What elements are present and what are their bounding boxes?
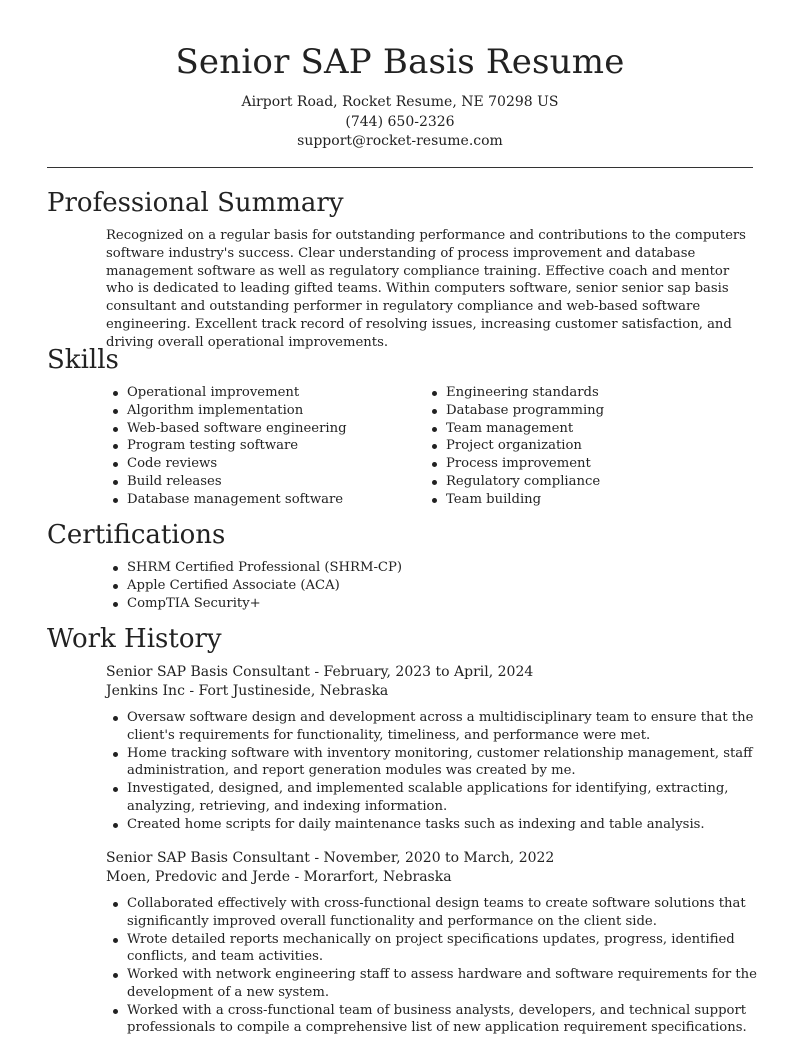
job-bullet: Wrote detailed reports mechanically on project specifications updates, progress, identified conflicts, and team activities. — [106, 931, 758, 967]
skills-list-right — [425, 384, 735, 508]
job-bullet: Oversaw software design and development across a multidisciplinary team to ensure that the client's requirements for functionality, timeliness, and performance were met. — [106, 709, 758, 745]
skill-item: Database programming — [425, 402, 735, 420]
skill-item: Web-based software engineering — [106, 420, 416, 438]
job-bullets — [106, 709, 758, 833]
summary-heading: Professional Summary — [47, 186, 344, 220]
job-bullet: Investigated, designed, and implemented scalable applications for identifying, extracting, analyzing, retrieving, and indexing information. — [106, 780, 758, 816]
resume-title: Senior SAP Basis Resume — [0, 40, 800, 84]
job-title-line: Senior SAP Basis Consultant - February, 2023 to April, 2024 — [106, 663, 533, 682]
certifications-heading: Certifications — [47, 518, 225, 552]
skill-item: Code reviews — [106, 455, 416, 473]
contact-address: Airport Road, Rocket Resume, NE 70298 US — [0, 93, 800, 112]
skill-item: Team building — [425, 491, 735, 509]
contact-email: support@rocket-resume.com — [0, 132, 800, 151]
certification-item: CompTIA Security+ — [106, 595, 746, 613]
work-history-heading: Work History — [47, 622, 222, 656]
certification-item: Apple Certified Associate (ACA) — [106, 577, 746, 595]
job-bullet: Collaborated effectively with cross-functional design teams to create software solutions that significantly improved overall functionality and performance on the client side. — [106, 895, 758, 931]
skill-item: Operational improvement — [106, 384, 416, 402]
skill-item: Engineering standards — [425, 384, 735, 402]
job-bullets — [106, 895, 758, 1037]
skill-item: Database management software — [106, 491, 416, 509]
skill-item: Program testing software — [106, 437, 416, 455]
certifications-list — [106, 559, 746, 612]
job-company-line: Moen, Predovic and Jerde - Morarfort, Nebraska — [106, 868, 452, 887]
header-divider — [47, 167, 753, 168]
certification-item: SHRM Certified Professional (SHRM-CP) — [106, 559, 746, 577]
skill-item: Project organization — [425, 437, 735, 455]
job-bullet: Home tracking software with inventory monitoring, customer relationship management, staff administration, and report generation modules was created by me. — [106, 745, 758, 781]
contact-phone: (744) 650-2326 — [0, 113, 800, 132]
skill-item: Regulatory compliance — [425, 473, 735, 491]
job-title-line: Senior SAP Basis Consultant - November, 2020 to March, 2022 — [106, 849, 554, 868]
skill-item: Algorithm implementation — [106, 402, 416, 420]
skills-heading: Skills — [47, 343, 119, 377]
skill-item: Build releases — [106, 473, 416, 491]
job-bullet: Worked with network engineering staff to assess hardware and software requirements for the development of a new system. — [106, 966, 758, 1002]
job-bullet: Worked with a cross-functional team of business analysts, developers, and technical support professionals to compile a comprehensive list of new application requirement specifications. — [106, 1002, 758, 1037]
skill-item: Team management — [425, 420, 735, 438]
summary-text: Recognized on a regular basis for outstanding performance and contributions to the computers software industry's success. Clear understanding of process improvement and database management software as well as regulatory compliance training. Effective coach and mentor who is dedicated to leading gifted teams. Within computers software, senior senior sap basis consultant and outstanding performer in regulatory compliance and web-based software engineering. Excellent track record of resolving issues, increasing customer satisfaction, and driving overall operational improvements. — [106, 227, 756, 351]
skills-list-left — [106, 384, 416, 508]
skill-item: Process improvement — [425, 455, 735, 473]
job-company-line: Jenkins Inc - Fort Justineside, Nebraska — [106, 682, 388, 701]
job-bullet: Created home scripts for daily maintenance tasks such as indexing and table analysis. — [106, 816, 758, 834]
